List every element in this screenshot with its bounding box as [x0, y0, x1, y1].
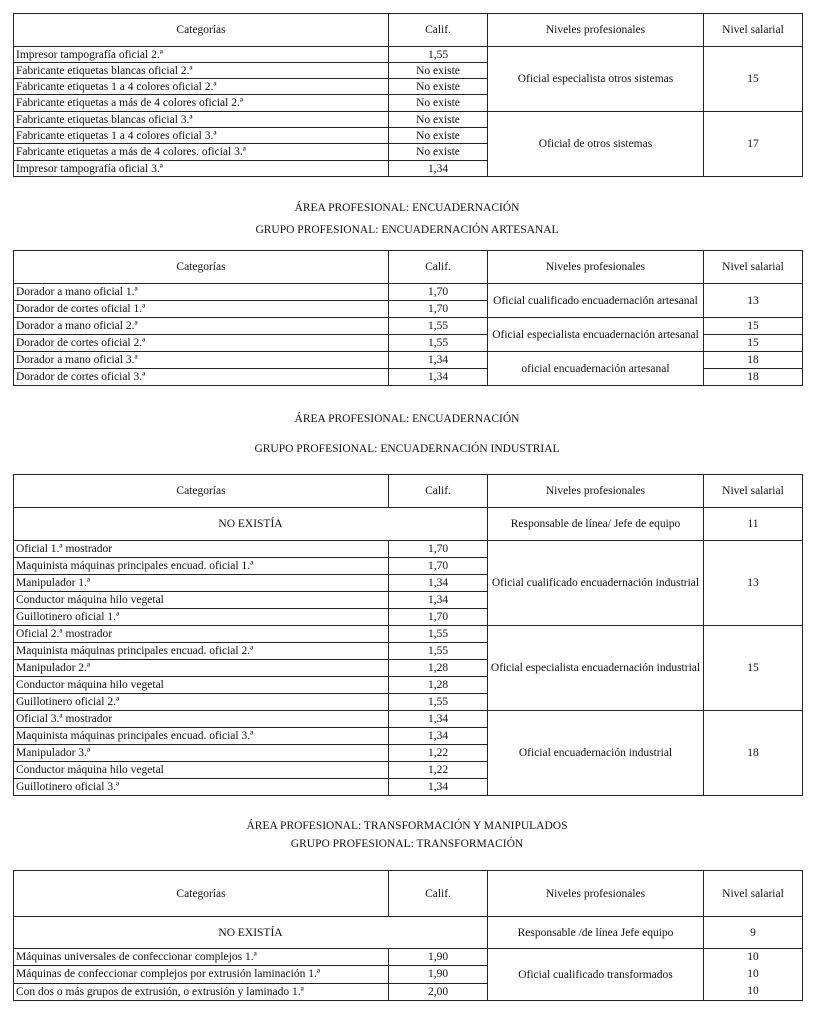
- table-cell-nivel: Oficial especialista encuadernación industrial: [488, 626, 704, 711]
- group-heading: GRUPO PROFESIONAL: TRANSFORMACIÓN: [290, 838, 524, 850]
- group-heading: GRUPO PROFESIONAL: ENCUADERNACIÓN INDUSTRIAL: [254, 443, 560, 455]
- table-cell-salarial: 11: [704, 508, 803, 541]
- table-cell-nivel: Oficial especialista encuadernación artesanal: [488, 318, 704, 352]
- table-cell-calif: 1,70: [389, 558, 488, 575]
- header-niveles: Niveles profesionales: [488, 14, 704, 47]
- table-cell-categoria: Guillotinero oficial 3.ª: [14, 779, 389, 796]
- header-categorias: Categorías: [14, 871, 389, 917]
- table-cell-categoria: Oficial 2.ª mostrador: [14, 626, 389, 643]
- table-cell-nivel: Oficial encuadernación industrial: [488, 711, 704, 796]
- table-cell-categoria: Manipulador 3.ª: [14, 745, 389, 762]
- header-categorias: Categorías: [14, 475, 389, 508]
- table-cell-categoria: Maquinista máquinas principales encuad. oficial 3.ª: [14, 728, 389, 745]
- header-niveles: Niveles profesionales: [488, 871, 704, 917]
- table-cell-categoria: Conductor máquina hilo vegetal: [14, 592, 389, 609]
- table-cell-calif: 1,22: [389, 762, 488, 779]
- table-cell-calif: 1,55: [389, 643, 488, 660]
- table-cell-categoria: Fabricante etiquetas blancas oficial 3.ª: [14, 112, 389, 128]
- table-cell-categoria: Dorador de cortes oficial 1.ª: [14, 301, 389, 318]
- header-salarial: Nivel salarial: [704, 251, 803, 284]
- table-cell-calif: 1,90: [389, 949, 488, 966]
- header-niveles: Niveles profesionales: [488, 251, 704, 284]
- table-cell-calif: 1,28: [389, 677, 488, 694]
- header-categorias: Categorías: [14, 251, 389, 284]
- table-cell-calif: 1,34: [389, 161, 488, 177]
- table-cell-calif: 1,55: [389, 47, 488, 63]
- table-cell-categoria: Dorador a mano oficial 3.ª: [14, 352, 389, 369]
- table-cell-calif: 1,55: [389, 335, 488, 352]
- table-cell-calif: 1,55: [389, 318, 488, 335]
- table-cell-calif: 1,34: [389, 575, 488, 592]
- table-cell-calif: 1,34: [389, 369, 488, 386]
- table-cell-calif: 1,22: [389, 745, 488, 762]
- table-cell-calif: 1,70: [389, 301, 488, 318]
- table-cell-categoria: Impresor tampografía oficial 2.ª: [14, 47, 389, 63]
- table-cell-categoria: Fabricante etiquetas 1 a 4 colores oficial 2.ª: [14, 79, 389, 95]
- table-cell-nivel: Responsable de línea/ Jefe de equipo: [488, 508, 704, 541]
- table-cell-salarial: 15: [704, 318, 803, 335]
- table-cell-categoria: Conductor máquina hilo vegetal: [14, 677, 389, 694]
- table-cell-calif: No existe: [389, 79, 488, 95]
- table-cell-salarial: 13: [704, 284, 803, 318]
- table-cell-calif: No existe: [389, 128, 488, 144]
- table-cell-calif: 1,34: [389, 592, 488, 609]
- table-cell-calif: 2,00: [389, 983, 488, 1000]
- table-cell-calif: 1,55: [389, 694, 488, 711]
- table-cell-calif: 1,70: [389, 284, 488, 301]
- table-cell-salarial: 15: [704, 335, 803, 352]
- table-cell-salarial-group: [704, 949, 803, 1001]
- table-cell-salarial: 17: [704, 112, 803, 177]
- table-cell-nivel: Oficial cualificado encuadernación artesanal: [488, 284, 704, 318]
- table-cell-categoria: Fabricante etiquetas a más de 4 colores oficial 2.ª: [14, 95, 389, 112]
- table-cell-categoria: Dorador de cortes oficial 2.ª: [14, 335, 389, 352]
- table-cell-calif: 1,90: [389, 966, 488, 983]
- table-cell-salarial: 10: [747, 985, 759, 997]
- table-cell-calif: 1,70: [389, 541, 488, 558]
- header-calif: Calif.: [389, 871, 488, 917]
- table-cell-nivel: Oficial cualificado encuadernación industrial: [488, 541, 704, 626]
- header-salarial: Nivel salarial: [704, 475, 803, 508]
- table-cell-calif: 1,55: [389, 626, 488, 643]
- table-cell-salarial: 10: [747, 968, 759, 980]
- table-cell-categoria: Máquinas de confeccionar complejos por extrusión laminación 1.ª: [14, 966, 389, 983]
- table-cell-categoria: Dorador de cortes oficial 3.ª: [14, 369, 389, 386]
- table-cell-salarial: 10: [747, 951, 759, 963]
- table-otros-sistemas: [13, 13, 803, 177]
- table-cell-nivel: Oficial de otros sistemas: [488, 112, 704, 177]
- header-salarial: Nivel salarial: [704, 14, 803, 47]
- table-cell-calif: No existe: [389, 63, 488, 79]
- table-cell-categoria: Guillotinero oficial 1.ª: [14, 609, 389, 626]
- table-cell-categoria: Manipulador 1.ª: [14, 575, 389, 592]
- table-cell-categoria: Fabricante etiquetas blancas oficial 2.ª: [14, 63, 389, 79]
- table-cell-salarial: 18: [704, 711, 803, 796]
- table-cell-categoria: Dorador a mano oficial 1.ª: [14, 284, 389, 301]
- area-heading: ÁREA PROFESIONAL: ENCUADERNACIÓN: [294, 202, 520, 214]
- table-cell-salarial: 18: [704, 369, 803, 386]
- table-cell-calif: 1,34: [389, 711, 488, 728]
- table-cell-categoria: Oficial 3.ª mostrador: [14, 711, 389, 728]
- area-heading: ÁREA PROFESIONAL: ENCUADERNACIÓN: [294, 413, 520, 425]
- header-salarial: Nivel salarial: [704, 871, 803, 917]
- table-cell-categoria: Guillotinero oficial 2.ª: [14, 694, 389, 711]
- header-niveles: Niveles profesionales: [488, 475, 704, 508]
- table-cell-nivel: oficial encuadernación artesanal: [488, 352, 704, 386]
- table-cell-categoria: Manipulador 2.ª: [14, 660, 389, 677]
- table-cell-salarial: 15: [704, 47, 803, 112]
- table-cell-calif: 1,34: [389, 352, 488, 369]
- table-cell-calif: 1,70: [389, 609, 488, 626]
- table-transformacion: [13, 870, 803, 1001]
- table-cell-calif: 1,34: [389, 728, 488, 745]
- table-cell-salarial: 15: [704, 626, 803, 711]
- header-calif: Calif.: [389, 251, 488, 284]
- table-cell-salarial: 13: [704, 541, 803, 626]
- area-heading: ÁREA PROFESIONAL: TRANSFORMACIÓN Y MANIPULADOS: [246, 820, 568, 832]
- group-heading: GRUPO PROFESIONAL: ENCUADERNACIÓN ARTESANAL: [255, 224, 559, 236]
- table-cell-nivel: Oficial cualificado transformados: [488, 949, 704, 1001]
- table-cell-categoria: Conductor máquina hilo vegetal: [14, 762, 389, 779]
- table-cell-categoria: Dorador a mano oficial 2.ª: [14, 318, 389, 335]
- header-categorias: Categorías: [14, 14, 389, 47]
- table-cell-calif: 1,34: [389, 779, 488, 796]
- header-calif: Calif.: [389, 475, 488, 508]
- table-cell-calif: No existe: [389, 112, 488, 128]
- table-cell-nivel: Oficial especialista otros sistemas: [488, 47, 704, 112]
- table-cell-categoria: Máquinas universales de confeccionar complejos 1.ª: [14, 949, 389, 966]
- table-encuadernacion-industrial: [13, 474, 803, 796]
- table-cell-categoria: Fabricante etiquetas 1 a 4 colores oficial 3.ª: [14, 128, 389, 144]
- table-cell-categoria: Impresor tampografía oficial 3.ª: [14, 161, 389, 177]
- table-cell-salarial: 9: [704, 917, 803, 949]
- table-cell-categoria: Maquinista máquinas principales encuad. oficial 1.ª: [14, 558, 389, 575]
- table-cell-nivel: Responsable /de línea Jefe equipo: [488, 917, 704, 949]
- table-cell-categoria: Maquinista máquinas principales encuad. oficial 2.ª: [14, 643, 389, 660]
- no-existia-cell: NO EXISTÍA: [14, 508, 488, 541]
- header-calif: Calif.: [389, 14, 488, 47]
- table-cell-calif: No existe: [389, 95, 488, 112]
- table-encuadernacion-artesanal: [13, 250, 803, 386]
- table-cell-categoria: Con dos o más grupos de extrusión, o extrusión y laminado 1.ª: [14, 983, 389, 1000]
- table-cell-calif: 1,28: [389, 660, 488, 677]
- table-cell-salarial: 18: [704, 352, 803, 369]
- table-cell-categoria: Fabricante etiquetas a más de 4 colores. oficial 3.ª: [14, 144, 389, 161]
- table-cell-categoria: Oficial 1.ª mostrador: [14, 541, 389, 558]
- table-cell-calif: No existe: [389, 144, 488, 161]
- no-existia-cell: NO EXISTÍA: [14, 917, 488, 949]
